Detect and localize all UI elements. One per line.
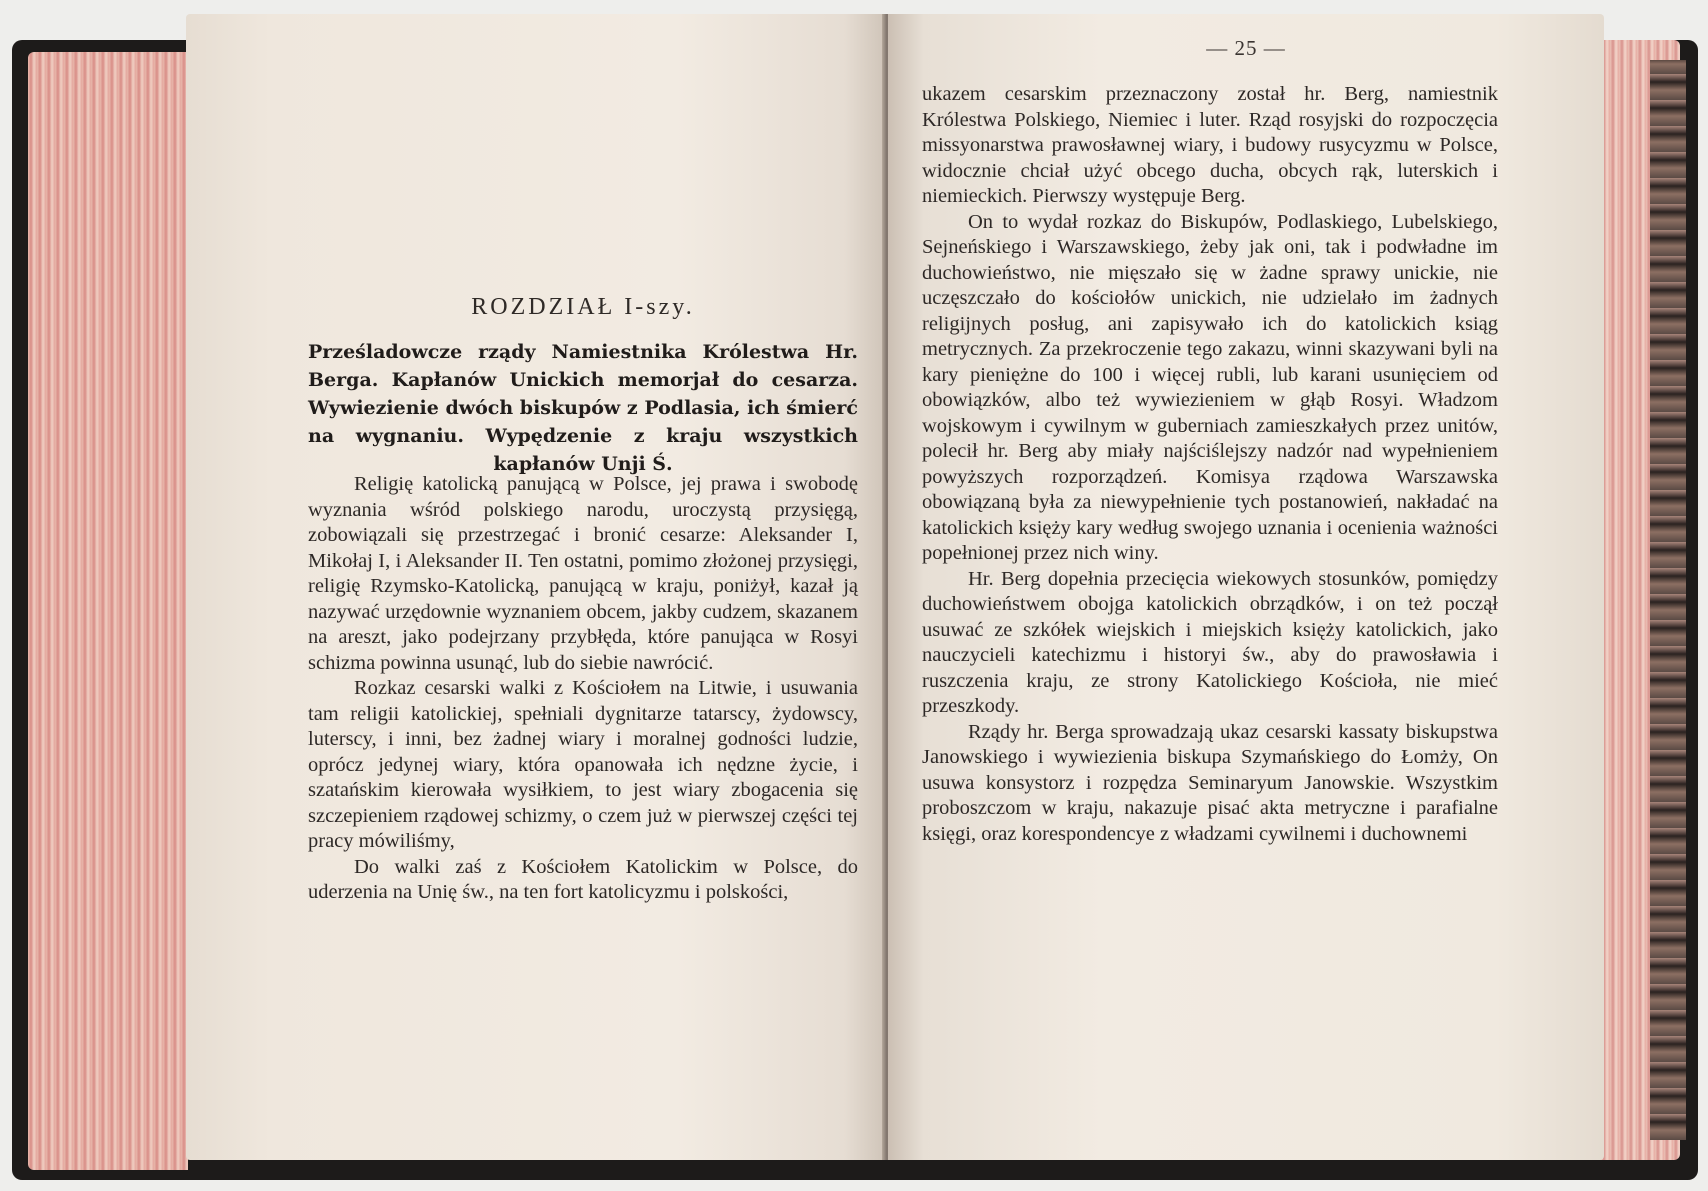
chapter-title: ROZDZIAŁ I-szy.: [471, 294, 695, 320]
paragraph: Do walki zaś z Kościołem Katolickim w Polsce, do uderzenia na Unię św., na ten fort katolicyzmu i polskości,: [308, 855, 858, 903]
chapter-summary: Prześladowcze rządy Namiestnika Królestwa Hr. Berga. Kapłanów Unickich memorjał do cesarza. Wywiezienie dwóch biskupów z Podlasia, ich śmierć na wygnaniu. Wypędzenie z kraju wszystkich kapłanów Unji Ś.: [308, 341, 858, 475]
page-number: — 25 —: [1206, 36, 1286, 60]
paragraph: Rozkaz cesarski walki z Kościołem na Litwie, i usuwania tam religii katolickiej, spełniali dygnitarze tatarscy, żydowscy, luterscy, i inni, bez żadnej wiary i moralnej godności ludzie, oprócz jedynej wiary, która opanowała ich nędzne życie, i szatańskim kierowała wysiłkiem, to jest wiary zbogacenia się szczepieniem rządowej schizmy, o czem już w pierwszej części tej pracy mówiliśmy,: [308, 677, 858, 852]
paragraph: On to wydał rozkaz do Biskupów, Podlaskiego, Lubelskiego, Sejneńskiego i Warszawskiego, żeby jak oni, tak i podwładne im duchowieństwo, nie mięszało się w żadne sprawy unickie, nie uczęszczało do kościołów unickich, nie udzielało im żadnych religijnych posług, ani zapisywało ich do katolickich ksiąg metrycznych. Za przekroczenie tego zakazu, winni skazywani byli na kary pieniężne do 100 i więcej rubli, lub karani usunięciem od obowiązków, albo też wywiezieniem w głąb Rosyi. Władzom wojskowym i cywilnym w guberniach zamieszkałych przez unitów, polecił hr. Berg aby miały najściślejszy nadzór nad wypełnieniem powyższych rozporządzeń. Komisya rządowa Warszawska obowiązaną była za niewypełnienie tych postanowień, nakładać na katolickich księży kary według swojego uznania i ocenienia ważności popełnionej przez nich winy.: [922, 210, 1498, 564]
left-page: [186, 14, 886, 1160]
paragraph: Hr. Berg dopełnia przecięcia wiekowych stosunków, pomiędzy duchowieństwem obojga katolickich obrządków, i on też począł usuwać ze szkółek wiejskich i miejskich księży katolickich, jako nauczycieli katechizmu i historyi św., aby do prawosławia i ruszczenia kraju, ze strony Katolickiego Kościoła, nie mieć przeszkody.: [922, 567, 1498, 717]
cover-pattern: [1650, 60, 1686, 1140]
right-page: [888, 14, 1604, 1160]
paragraph: Rządy hr. Berga sprowadzają ukaz cesarski kassaty biskupstwa Janowskiego i wywiezienia biskupa Szymańskiego do Łomży, On usuwa konsystorz i rozpędza Seminaryum Janowskie. Wszystkim proboszczom w kraju, nakazuje pisać akta metryczne i parafialne księgi, oraz korespondencye z władzami cywilnemi i duchownemi: [922, 720, 1498, 845]
paragraph: Religię katolicką panującą w Polsce, jej prawa i swobodę wyznania wśród polskiego narodu, uroczystą przysięgą, zobowiązali się przestrzegać i bronić cesarze: Aleksander I, Mikołaj I, i Aleksander II. Ten ostatni, pomimo złożonej przysięgi, religię Rzymsko-Katolicką, panującą w kraju, poniżył, kazał ją nazywać urzędownie wyznaniem obcem, jakby cudzem, skazanem na areszt, jako podejrzany przybłęda, które panująca w Rosyi schizma powinna usunąć, lub do siebie nawrócić.: [308, 473, 858, 674]
left-page-edges: [28, 52, 188, 1170]
left-page-body: [308, 472, 858, 906]
right-page-body: [922, 82, 1498, 847]
paragraph: ukazem cesarskim przeznaczony został hr. Berg, namiestnik Królestwa Polskiego, Niemiec i luter. Rząd rosyjski do rozpoczęcia missyonarstwa prawosławnej wiary, i budowy rusycyzmu w Polsce, widocznie chciał użyć obcego ducha, obcych rąk, luterskich i niemieckich. Pierwszy występuje Berg.: [922, 83, 1498, 207]
